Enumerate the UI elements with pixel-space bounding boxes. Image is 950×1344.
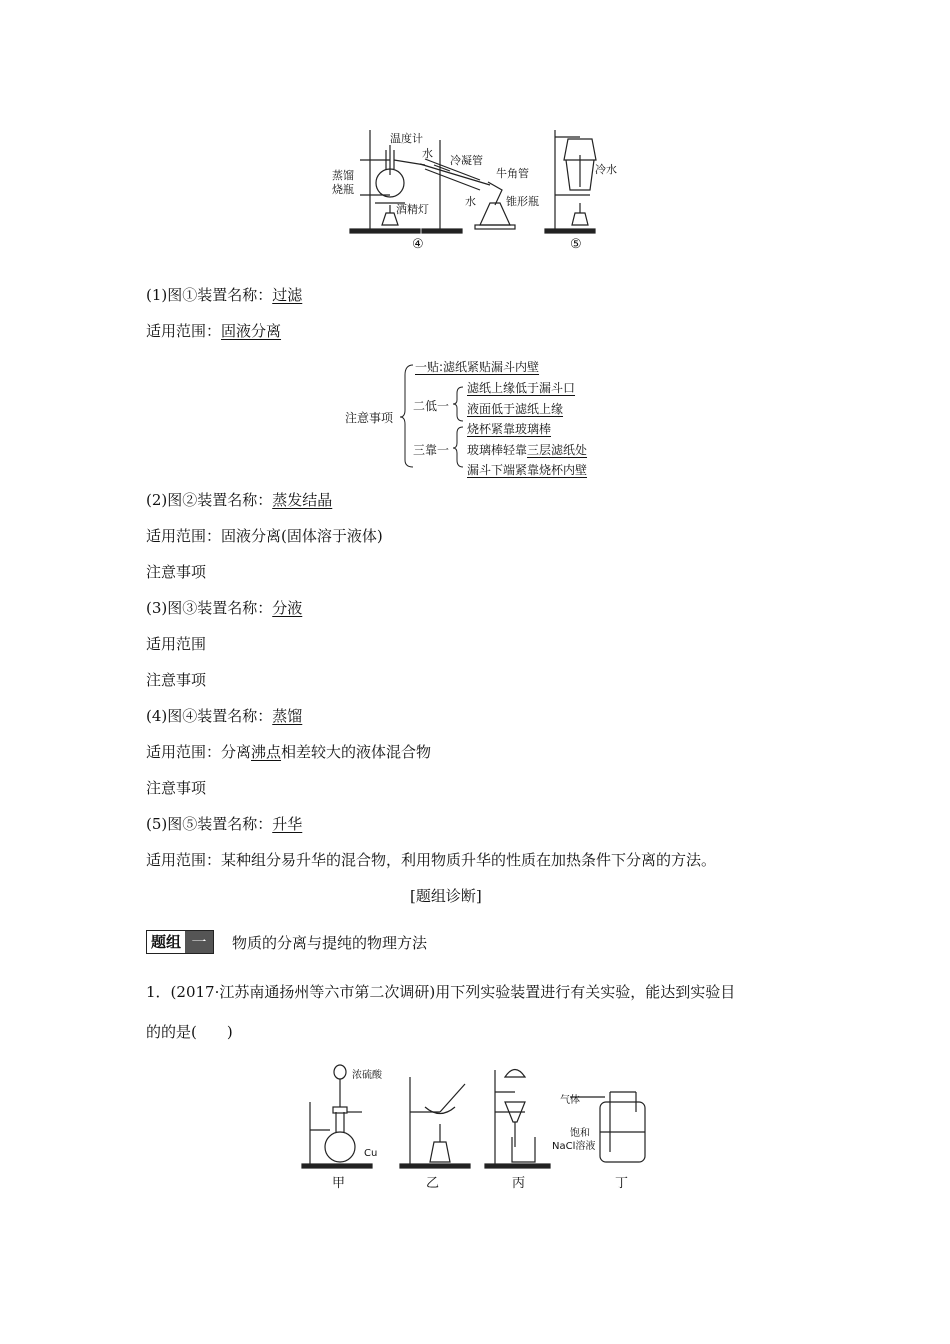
caption-yi: 乙 — [426, 1176, 440, 1191]
item-4-prefix: (4)图④装置名称： — [146, 707, 273, 725]
notes-san: 三靠一 — [413, 443, 450, 457]
caption-jia: 甲 — [332, 1176, 346, 1191]
label-water-out: 水 — [465, 195, 476, 208]
item-2-scope: 适用范围：固液分离(固体溶于液体) — [146, 527, 383, 545]
notes-san-2a: 玻璃棒轻靠 — [467, 443, 528, 457]
group-badge-label: 题组 — [147, 931, 185, 953]
label-saturated-1: 饱和 — [570, 1128, 590, 1139]
item-4-answer: 蒸馏 — [272, 707, 303, 725]
label-acid: 浓硫酸 — [352, 1070, 382, 1081]
label-erlenmeyer: 锥形瓶 — [506, 195, 539, 208]
item-2-prefix: (2)图②装置名称： — [146, 491, 273, 509]
item-1-scope-answer: 固液分离 — [221, 322, 282, 340]
group-title: 物质的分离与提纯的物理方法 — [232, 934, 428, 952]
item-5-scope: 适用范围：某种组分易升华的混合物，利用物质升华的性质在加热条件下分离的方法。 — [146, 851, 717, 869]
diagnosis-heading: [题组诊断] — [410, 887, 482, 905]
item-4-scope — [146, 742, 431, 762]
item-1-scope-prefix: 适用范围： — [146, 322, 222, 340]
item-4-name — [146, 706, 302, 726]
item-2-notes: 注意事项 — [146, 563, 207, 581]
filtration-notes-diagram — [345, 355, 615, 480]
item-4-scope-a: 适用范围：分离 — [146, 743, 252, 761]
label-thermometer: 温度计 — [390, 132, 423, 145]
label-flask-1: 蒸馏 — [332, 169, 354, 182]
notes-san-2b: 三层滤纸处 — [527, 443, 588, 457]
item-1-scope — [146, 321, 281, 341]
notes-root: 注意事项 — [345, 411, 394, 425]
item-1-name — [146, 285, 302, 305]
question-line-2: 的的是( ) — [146, 1023, 233, 1041]
group-badge — [146, 930, 214, 954]
group-badge-number: 一 — [185, 931, 213, 953]
item-5-name — [146, 814, 302, 834]
item-3-answer: 分液 — [272, 599, 303, 617]
label-flask-2: 烧瓶 — [332, 183, 354, 196]
item-4-scope-c: 相差较大的液体混合物 — [281, 743, 432, 761]
question-line-1: 1．(2017·江苏南通扬州等六市第二次调研)用下列实验装置进行有关实验，能达到实验目 — [146, 983, 736, 1001]
item-4-scope-b: 沸点 — [251, 743, 282, 761]
notes-san-3: 漏斗下端紧靠烧杯内壁 — [467, 463, 588, 477]
item-2-name — [146, 490, 332, 510]
notes-yi — [415, 358, 539, 375]
item-5-prefix: (5)图⑤装置名称： — [146, 815, 273, 833]
item-4-notes: 注意事项 — [146, 779, 207, 797]
item-1-prefix: (1)图①装置名称： — [146, 286, 273, 304]
label-condenser: 冷凝管 — [450, 154, 483, 167]
item-3-name — [146, 598, 302, 618]
label-water-in: 水 — [422, 147, 433, 160]
apparatus-diagram-bottom — [300, 1062, 660, 1192]
caption-ding: 丁 — [615, 1176, 629, 1191]
notes-er-2: 液面低于滤纸上缘 — [467, 402, 564, 416]
question-figure — [300, 1062, 660, 1192]
item-1-answer: 过滤 — [272, 286, 303, 304]
notes-san-1: 烧杯紧靠玻璃棒 — [467, 422, 552, 436]
label-gas: 气体 — [560, 1095, 580, 1106]
distillation-figure — [330, 125, 630, 255]
label-cu: Cu — [364, 1148, 378, 1159]
label-cold-water: 冷水 — [595, 163, 617, 176]
label-lamp: 酒精灯 — [396, 203, 429, 216]
label-saturated-2: NaCl溶液 — [552, 1141, 596, 1152]
caption-5: ⑤ — [570, 237, 582, 252]
caption-4: ④ — [412, 237, 424, 252]
notes-san-2 — [467, 441, 587, 458]
notes-er-1: 滤纸上缘低于漏斗口 — [467, 381, 576, 395]
item-3-notes: 注意事项 — [146, 671, 207, 689]
apparatus-diagram-top — [330, 125, 630, 255]
notes-er: 二低一 — [413, 399, 450, 413]
item-3-scope: 适用范围 — [146, 635, 207, 653]
caption-bing: 丙 — [512, 1176, 526, 1191]
label-adapter: 牛角管 — [496, 167, 529, 180]
item-2-answer: 蒸发结晶 — [272, 491, 333, 509]
notes-yi-text: 一贴:滤纸紧贴漏斗内壁 — [415, 360, 540, 374]
item-3-prefix: (3)图③装置名称： — [146, 599, 273, 617]
item-5-answer: 升华 — [272, 815, 303, 833]
